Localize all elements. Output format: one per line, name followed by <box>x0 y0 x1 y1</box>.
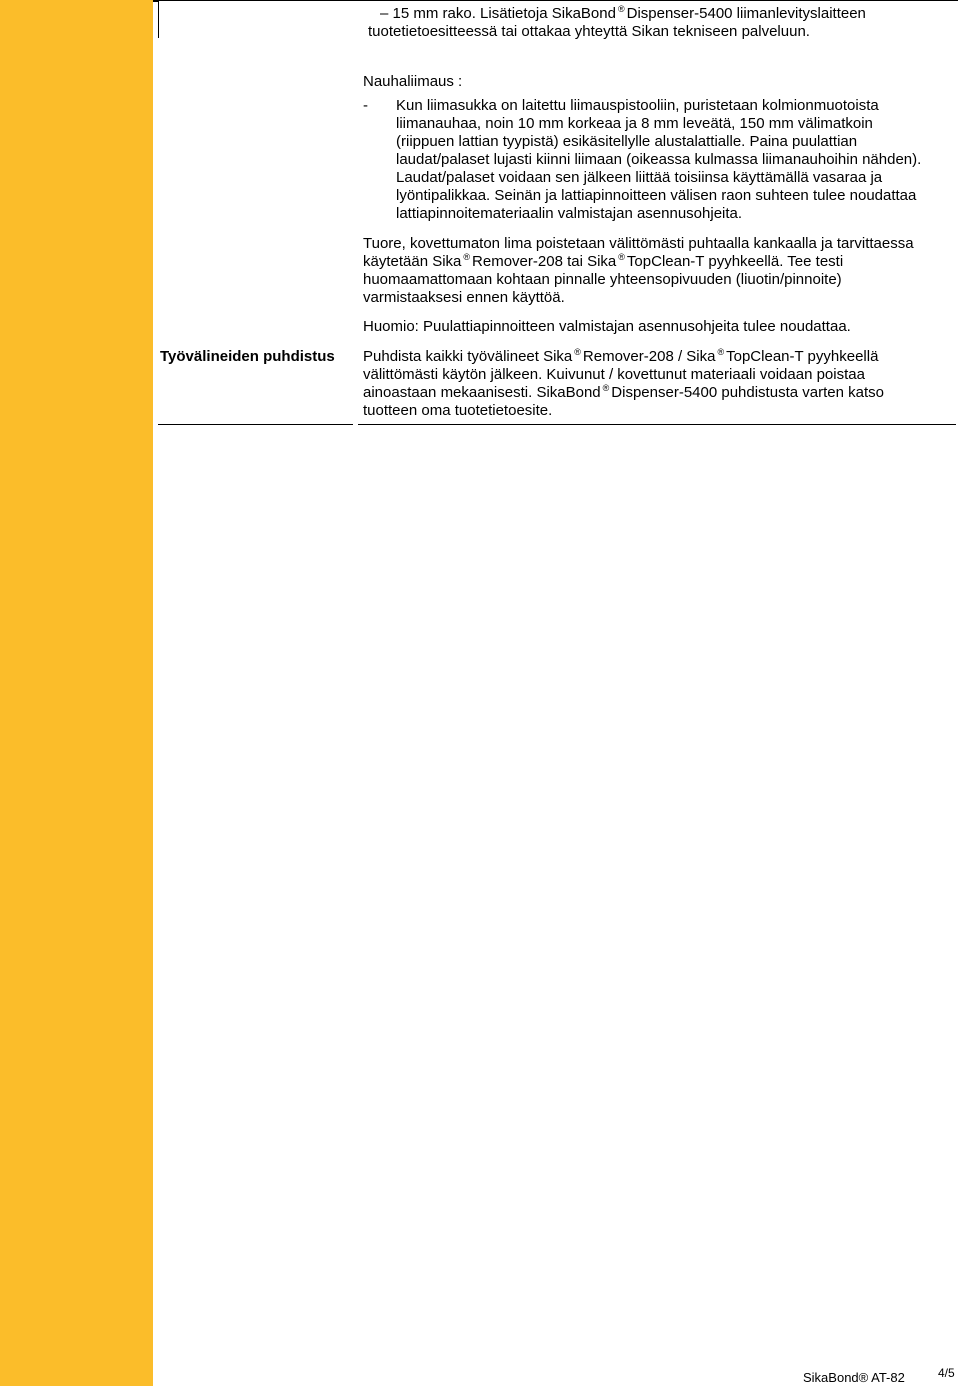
cleaning-line-1: Puhdista kaikki työvälineet Sika ® Remover-208 / Sika ® TopClean-T pyyhkeellä <box>363 347 879 365</box>
nauhaliimaus-line-3: (riippuen lattian tyypistä) esikäsitellylle alustalattialle. Paina puulattian <box>396 133 858 150</box>
nauhaliimaus-line-5: Laudat/palaset voidaan sen jälkeen liittää toisiinsa käyttämällä vasaraa ja <box>396 169 883 186</box>
footer-product: SikaBond® AT-82 <box>803 1370 905 1385</box>
footer-page-number: 4/5 <box>938 1366 955 1380</box>
table-top-rule <box>153 0 958 1</box>
nauhaliimaus-line-4: laudat/palaset lujasti kiinni liimaan (oikeassa kulmassa liimanauhoihin nähden). <box>396 151 922 168</box>
nauhaliimaus-line-6: lyöntipalikkaa. Seinän ja lattiapinnoitteen välisen raon suhteen tulee noudattaa <box>396 187 917 204</box>
fresh-line-3: huomaamattomaan kohtaan pinnalle yhteensopivuuden (liuotin/pinnoite) <box>363 271 842 288</box>
nauhaliimaus-title: Nauhaliimaus : <box>363 73 463 90</box>
note-line: Huomio: Puulattiapinnoitteen valmistajan asennusohjeita tulee noudattaa. <box>363 318 851 335</box>
cleaning-line-2: välittömästi käytön jälkeen. Kuivunut / kovettunut materiaali voidaan poistaa <box>363 366 865 383</box>
nauhaliimaus-line-2: liimanauhaa, noin 10 mm korkeaa ja 8 mm leveätä, 150 mm välimatkoin <box>396 115 873 132</box>
cleaning-line-4: tuotteen oma tuotetietoesite. <box>363 402 553 419</box>
nauhaliimaus-line-1: Kun liimasukka on laitettu liimauspistooliin, puristetaan kolmionmuotoista <box>396 97 879 114</box>
table-rule-gap <box>353 424 358 425</box>
sidebar-band <box>0 0 153 1386</box>
fresh-line-4: varmistaaksesi ennen käyttöä. <box>363 289 565 306</box>
fresh-line-1: Tuore, kovettumaton lima poistetaan välittömästi puhtaalla kankaalla ja tarvittaessa <box>363 235 914 252</box>
table-left-rule <box>158 0 159 38</box>
nauhaliimaus-line-7: lattiapinnoitemateriaalin valmistajan asennusohjeita. <box>396 205 743 222</box>
cleaning-label: Työvälineiden puhdistus <box>160 348 335 365</box>
table-bottom-rule <box>158 424 956 425</box>
cleaning-line-3: ainoastaan mekaanisesti. SikaBond ® Dispenser-5400 puhdistusta varten katso <box>363 383 884 401</box>
fresh-line-2: käytetään Sika ® Remover-208 tai Sika ® TopClean-T pyyhkeellä. Tee testi <box>363 252 844 270</box>
continuation-line-2: tuotetietoesitteessä tai ottakaa yhteyttä Sikan tekniseen palveluun. <box>368 23 810 40</box>
bullet-dash: - <box>363 97 368 114</box>
continuation-line-1: – 15 mm rako. Lisätietoja SikaBond ® Dispenser-5400 liimanlevityslaitteen <box>380 4 866 22</box>
